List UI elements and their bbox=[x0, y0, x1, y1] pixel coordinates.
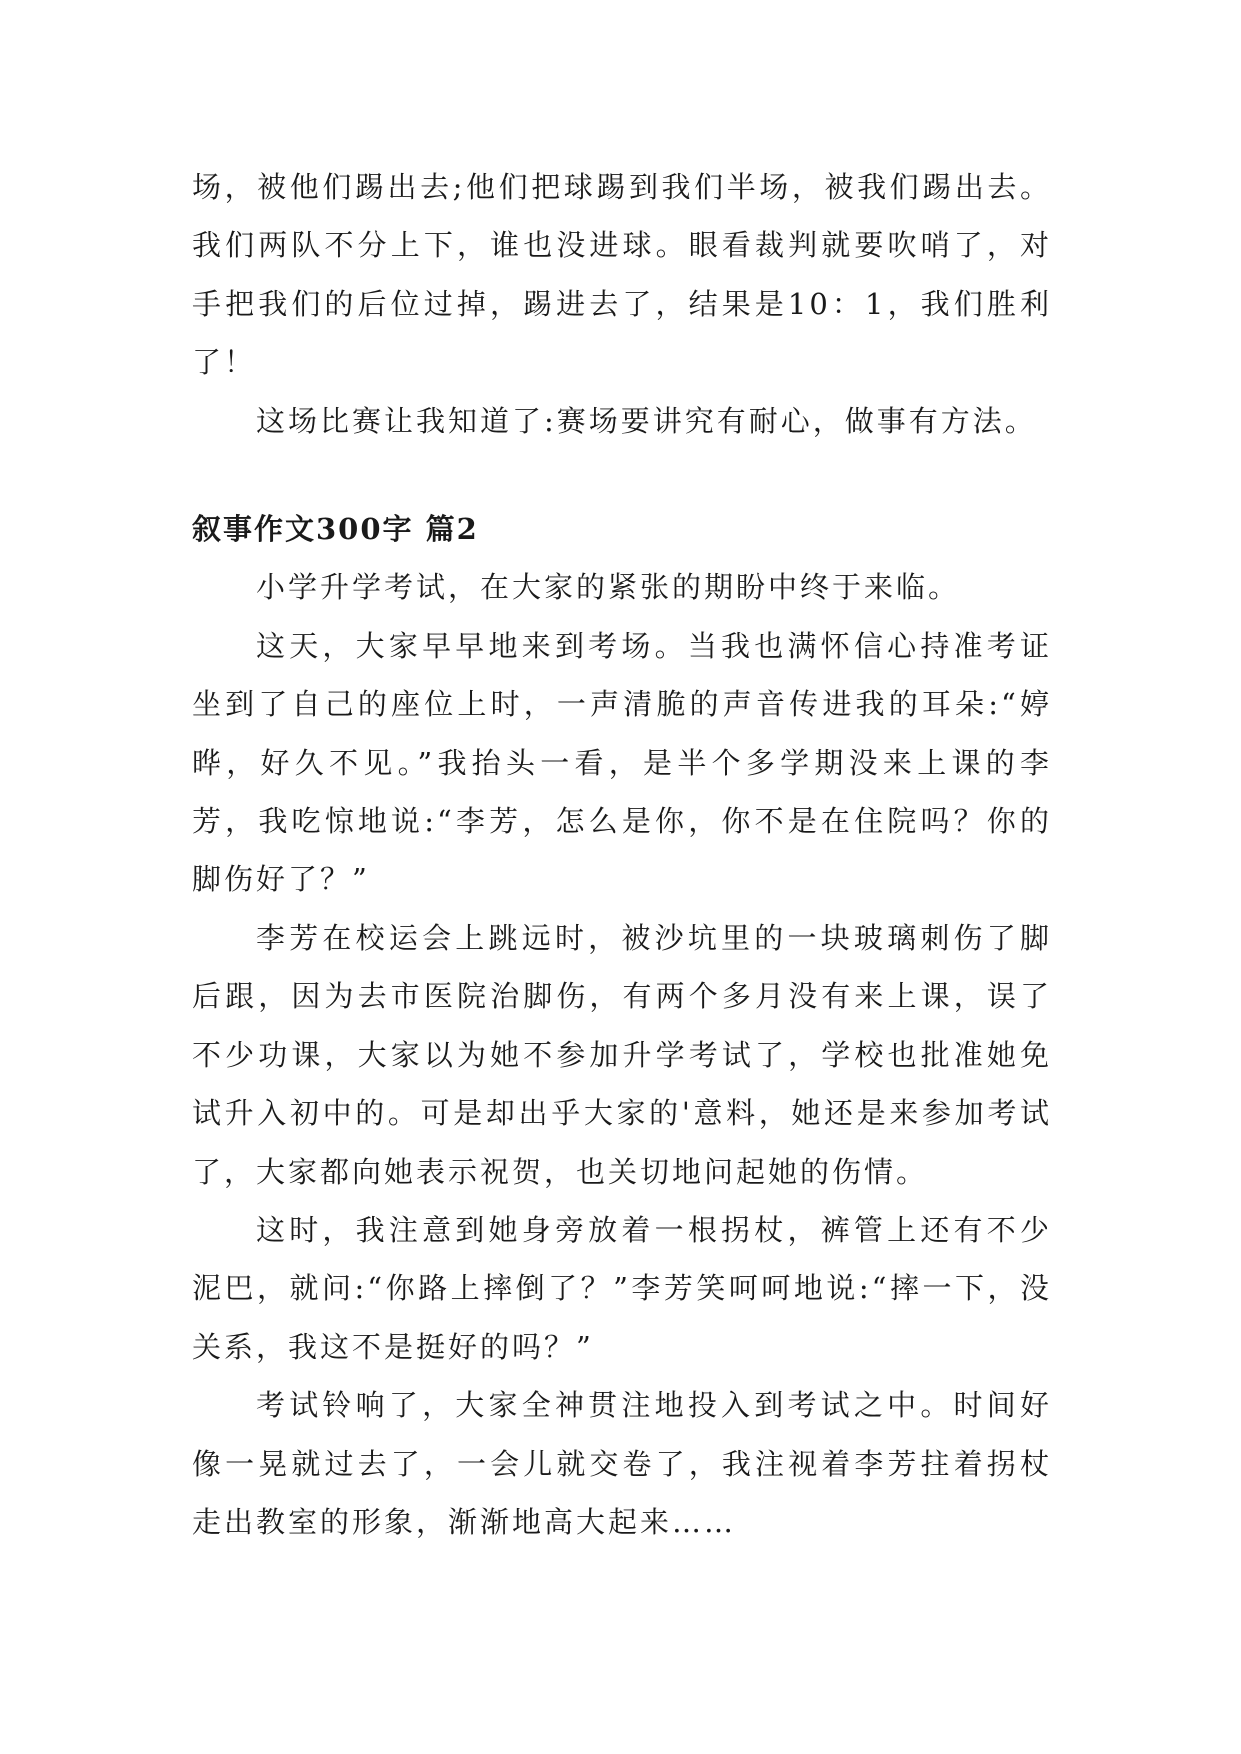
paragraph: 这时，我注意到她身旁放着一根拐杖，裤管上还有不少泥巴，就问:“你路上摔倒了？”李芳笑呵呵地说:“摔一下，没关系，我这不是挺好的吗？” bbox=[192, 1212, 1052, 1364]
section-heading: 叙事作文300字 篇2 bbox=[192, 512, 479, 547]
section-spacer bbox=[192, 450, 1052, 500]
paragraph-continuation: 场，被他们踢出去;他们把球踢到我们半场，被我们踢出去。我们两队不分上下，谁也没进球。眼看裁判就要吹哨了，对手把我们的后位过掉，踢进去了，结果是10：1，我们胜利了！ bbox=[192, 170, 1052, 380]
paragraph: 这天，大家早早地来到考场。当我也满怀信心持准考证坐到了自己的座位上时，一声清脆的声音传进我的耳朵:“婷晔，好久不见。”我抬头一看，是半个多学期没来上课的李芳，我吃惊地说:“李芳，怎么是你，你不是在住院吗？你的脚伤好了？” bbox=[192, 628, 1052, 897]
document-body bbox=[192, 158, 1052, 1551]
paragraph: 李芳在校运会上跳远时，被沙坑里的一块玻璃刺伤了脚后跟，因为去市医院治脚伤，有两个多月没有来上课，误了不少功课，大家以为她不参加升学考试了，学校也批准她免试升入初中的。可是却出乎大家的'意料，她还是来参加考试了，大家都向她表示祝贺，也关切地问起她的伤情。 bbox=[192, 920, 1052, 1189]
paragraph: 小学升学考试，在大家的紧张的期盼中终于来临。 bbox=[256, 570, 961, 605]
paragraph: 考试铃响了，大家全神贯注地投入到考试之中。时间好像一晃就过去了，一会儿就交卷了，我注视着李芳拄着拐杖走出教室的形象，渐渐地高大起来…… bbox=[192, 1388, 1052, 1539]
paragraph-conclusion: 这场比赛让我知道了:赛场要讲究有耐心，做事有方法。 bbox=[256, 403, 1037, 438]
